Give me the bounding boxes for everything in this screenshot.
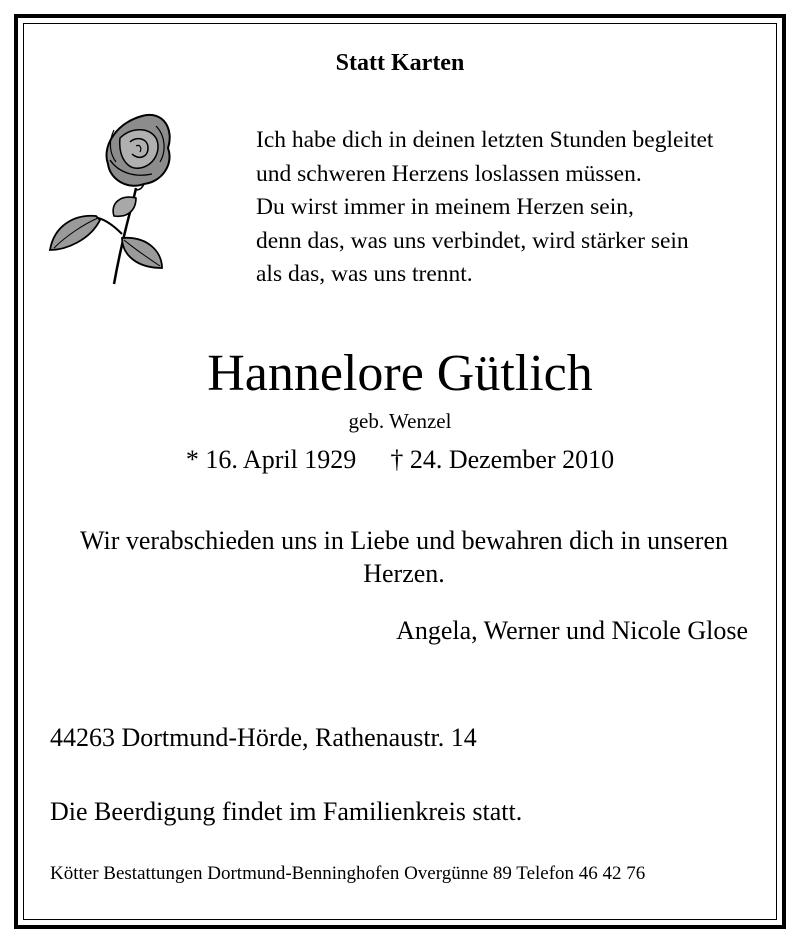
deceased-name: Hannelore Gütlich <box>207 345 593 402</box>
poem-line: als das, was uns trennt. <box>256 261 473 287</box>
family-signature: Angela, Werner und Nicole Glose <box>396 616 748 645</box>
funeral-note: Die Beerdigung findet im Familienkreis statt. <box>50 797 523 826</box>
family-address: 44263 Dortmund-Hörde, Rathenaustr. 14 <box>50 723 477 752</box>
rose-icon <box>44 108 172 288</box>
death-date: † 24. Dezember 2010 <box>390 445 615 474</box>
header-statt-karten: Statt Karten <box>335 50 465 76</box>
poem-line: Ich habe dich in deinen letzten Stunden begleitet <box>256 127 714 153</box>
birth-date: * 16. April 1929 <box>185 445 357 474</box>
poem-line: Du wirst immer in meinem Herzen sein, <box>256 194 634 220</box>
poem-line: denn das, was uns verbindet, wird stärker sein <box>256 227 689 254</box>
maiden-name: geb. Wenzel <box>348 409 452 433</box>
life-dates <box>0 445 800 475</box>
undertaker-info: Kötter Bestattungen Dortmund-Benninghofen Overgünne 89 Telefon 46 42 76 <box>50 863 646 884</box>
farewell-text: Wir verabschieden uns in Liebe und bewahren dich in unseren Herzen. <box>79 526 728 588</box>
poem <box>256 124 713 292</box>
poem-line: und schweren Herzens loslassen müssen. <box>256 160 642 187</box>
